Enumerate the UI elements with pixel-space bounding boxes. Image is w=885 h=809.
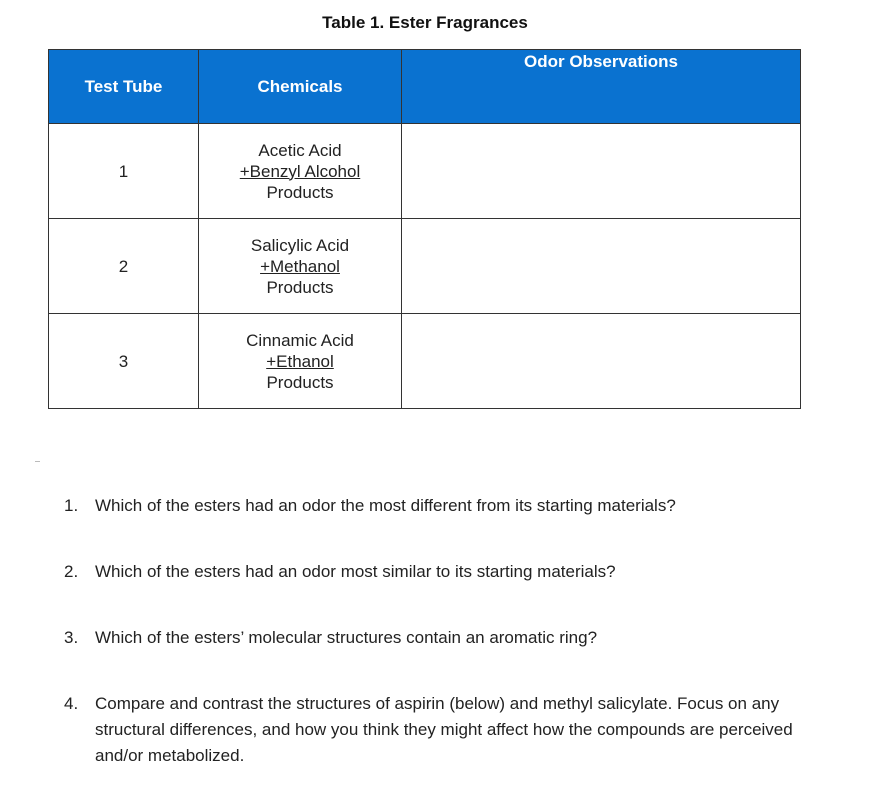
chemicals-cell xyxy=(199,314,402,409)
stray-mark xyxy=(35,461,40,462)
table-header-row xyxy=(49,50,801,124)
chemicals-cell xyxy=(199,124,402,219)
table-row xyxy=(49,219,801,314)
header-chemicals: Chemicals xyxy=(199,50,402,124)
question-number: 3. xyxy=(64,628,79,647)
test-tube-number: 2 xyxy=(49,219,199,314)
question-item xyxy=(64,559,804,585)
header-odor-observations: Odor Observations xyxy=(402,50,801,124)
question-text: Which of the esters’ molecular structures contain an aromatic ring? xyxy=(95,628,598,647)
question-list xyxy=(64,493,804,809)
chemicals-cell xyxy=(199,219,402,314)
ester-fragrances-table xyxy=(48,49,801,409)
question-number: 1. xyxy=(64,496,79,515)
acid-name: Acetic Acid xyxy=(258,140,342,160)
products-label: Products xyxy=(266,277,334,297)
products-label: Products xyxy=(266,372,334,392)
alcohol-name: +Benzyl Alcohol xyxy=(239,161,361,181)
test-tube-number: 3 xyxy=(49,314,199,409)
alcohol-name: +Ethanol xyxy=(266,351,334,371)
header-test-tube: Test Tube xyxy=(49,50,199,124)
table-title: Table 1. Ester Fragrances xyxy=(322,13,528,32)
acid-name: Cinnamic Acid xyxy=(246,330,354,350)
acid-name: Salicylic Acid xyxy=(250,235,350,255)
odor-observation-cell[interactable] xyxy=(402,314,801,409)
odor-observation-cell[interactable] xyxy=(402,219,801,314)
question-text: Which of the esters had an odor the most different from its starting materials? xyxy=(95,496,676,515)
question-number: 4. xyxy=(64,694,79,713)
test-tube-number: 1 xyxy=(49,124,199,219)
alcohol-name: +Methanol xyxy=(260,256,340,276)
products-label: Products xyxy=(266,182,334,202)
table-row xyxy=(49,314,801,409)
question-item xyxy=(64,691,804,769)
odor-observation-cell[interactable] xyxy=(402,124,801,219)
question-text: Which of the esters had an odor most similar to its starting materials? xyxy=(95,562,616,581)
question-item xyxy=(64,625,804,651)
question-text: Compare and contrast the structures of aspirin (below) and methyl salicylate. Focus on any structural differences, and how you think they might affect how the compounds are perceived and/or metabolized. xyxy=(95,694,793,765)
question-number: 2. xyxy=(64,562,79,581)
question-item xyxy=(64,493,804,519)
table-row xyxy=(49,124,801,219)
